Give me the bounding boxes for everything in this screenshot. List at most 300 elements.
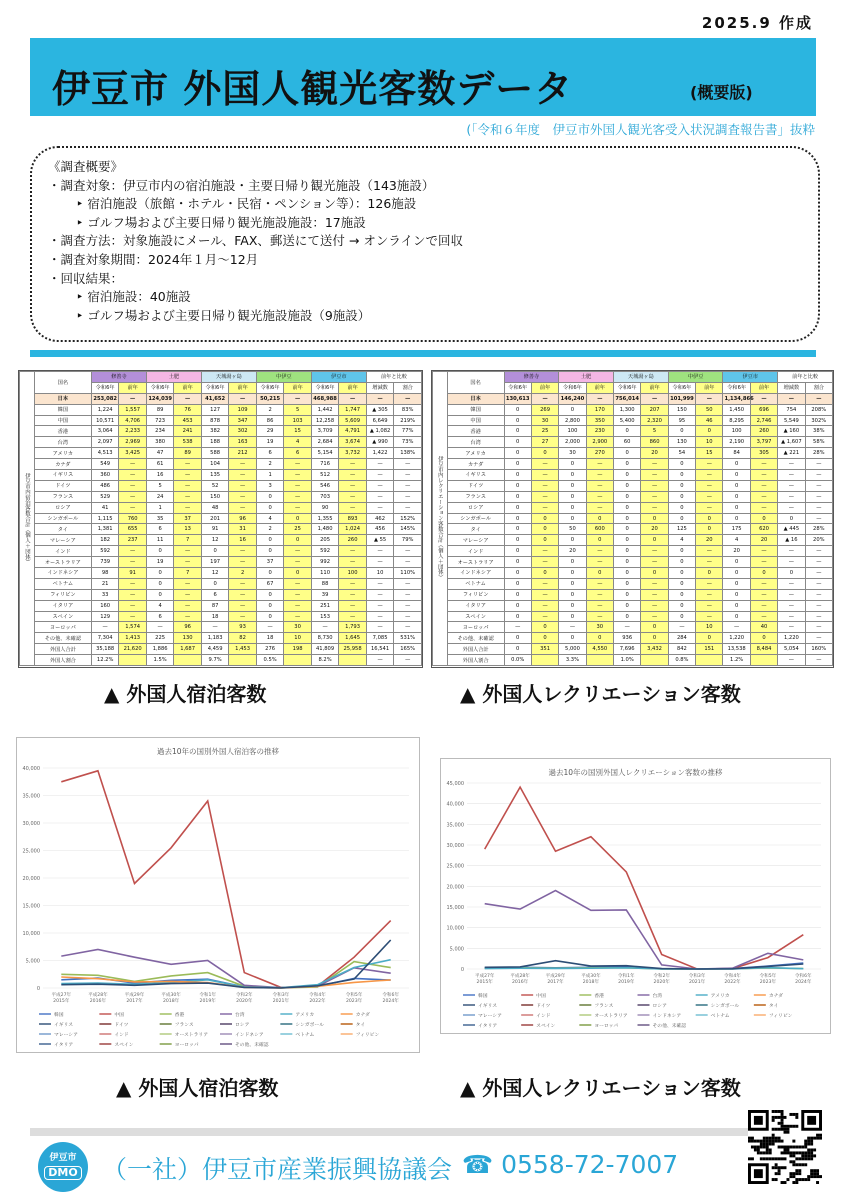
table-cell: 588	[201, 448, 228, 459]
table-subheader: 令和6年	[559, 382, 586, 393]
table-cell: 13	[174, 524, 202, 535]
qr-module	[792, 1151, 795, 1154]
x-tick-label: 2021年	[688, 980, 706, 985]
table-cell: —	[778, 393, 805, 404]
qr-module	[804, 1146, 807, 1149]
qr-module	[775, 1140, 778, 1143]
qr-module	[789, 1113, 792, 1116]
table-cell: 4,791	[339, 426, 367, 437]
table-cell: 197	[201, 557, 228, 568]
table-cell: —	[284, 557, 312, 568]
table-cell: —	[805, 480, 832, 491]
table-cell: 0.8%	[668, 655, 695, 666]
qr-module	[792, 1140, 795, 1143]
table-cell: 3,674	[339, 437, 367, 448]
table-cell: 2,746	[750, 415, 777, 426]
x-tick-label: 2020年	[653, 980, 670, 985]
x-tick-label: 平成28年	[88, 993, 108, 998]
qr-module	[810, 1151, 813, 1154]
table-cell: 83%	[394, 404, 422, 415]
qr-module	[784, 1166, 787, 1169]
qr-module	[789, 1125, 792, 1128]
table-cell: —	[366, 600, 393, 611]
table-side-label: 伊豆市内宿泊客数合計（個人＋団体）	[20, 372, 35, 666]
table-cell: 2,233	[119, 426, 147, 437]
table-cell: 24	[146, 491, 173, 502]
overview-line: ‣ 宿泊施設：40施設	[76, 289, 191, 305]
table-cell: 0	[723, 600, 750, 611]
legend-label: ベトナム	[295, 1033, 315, 1038]
table-row	[433, 600, 833, 611]
table-cell: 19	[146, 557, 173, 568]
table-cell: ▲ 16	[778, 535, 805, 546]
table-cell: 655	[119, 524, 147, 535]
qr-module	[754, 1140, 757, 1143]
legend-label: シンガポール	[710, 1004, 740, 1009]
region-header: 修善寺	[91, 372, 146, 383]
qr-module	[778, 1172, 781, 1175]
table-cell: 842	[668, 644, 695, 655]
table-cell: 151	[696, 644, 723, 655]
table-cell: —	[723, 622, 750, 633]
qr-module	[763, 1143, 766, 1146]
table-cell: 48	[201, 502, 228, 513]
table-cell: 205	[311, 535, 338, 546]
table-cell: 0	[256, 502, 283, 513]
table-cell: 219%	[394, 415, 422, 426]
x-tick-label: 令和3年	[688, 974, 706, 979]
table-cell	[229, 655, 257, 666]
x-tick-label: 2020年	[236, 999, 253, 1004]
qr-module	[792, 1146, 795, 1149]
qr-module	[784, 1151, 787, 1154]
qr-module	[819, 1137, 822, 1140]
x-tick-label: 令和4年	[309, 993, 326, 998]
row-label: アメリカ	[447, 448, 504, 459]
table-cell: 60	[614, 437, 641, 448]
page-title: 伊豆市 外国人観光客数データ	[52, 67, 574, 111]
table-cell: —	[339, 600, 367, 611]
qr-module	[784, 1146, 787, 1149]
table-cell: 0	[614, 535, 641, 546]
row-label: ドイツ	[34, 480, 91, 491]
qr-module	[781, 1146, 784, 1149]
qr-module	[795, 1178, 798, 1181]
dmo-logo	[38, 1142, 88, 1192]
qr-module	[804, 1154, 807, 1157]
table-cell: 13,538	[723, 644, 750, 655]
table-subheader: 前年	[119, 382, 147, 393]
x-tick-label: 2018年	[162, 999, 180, 1004]
qr-module	[772, 1116, 775, 1119]
source-note: (「令和６年度 伊豆市外国人観光客受入状況調査報告書」抜粋	[466, 122, 815, 137]
table-cell: 0	[668, 568, 695, 579]
table-cell: —	[778, 655, 805, 666]
x-tick-label: 2022年	[724, 980, 741, 985]
chart-title: 過去10年の国別外国人宿泊客の推移	[156, 747, 280, 756]
table-cell: 5,400	[614, 415, 641, 426]
qr-module	[786, 1148, 789, 1151]
x-tick-label: 2016年	[89, 999, 107, 1004]
legend-label: 香港	[594, 994, 604, 999]
table-cell: —	[284, 393, 312, 404]
table-cell: —	[119, 611, 147, 622]
table-cell: —	[778, 502, 805, 513]
table-cell: 0	[750, 568, 777, 579]
qr-module	[792, 1160, 795, 1163]
table-cell: 4	[668, 535, 695, 546]
table-cell: —	[229, 589, 257, 600]
x-tick-label: 令和5年	[759, 974, 777, 979]
table-cell: —	[641, 502, 668, 513]
table-cell: —	[805, 557, 832, 568]
qr-module	[804, 1178, 807, 1181]
table-cell: 127	[201, 404, 228, 415]
table-cell: 25	[531, 426, 558, 437]
series-line-その他	[61, 940, 390, 988]
table-cell: 67	[256, 578, 283, 589]
qr-module	[766, 1137, 769, 1140]
table-cell: 3,425	[119, 448, 147, 459]
table-cell: 163	[229, 437, 257, 448]
x-tick-label: 平成27年	[474, 974, 495, 979]
x-tick-label: 2018年	[582, 980, 600, 985]
table-cell: —	[366, 480, 393, 491]
table-row	[433, 502, 833, 513]
overview-line: ・調査対象期間：2024年１月～12月	[48, 251, 259, 267]
table-cell: 21,620	[119, 644, 147, 655]
table-cell: 0	[504, 491, 531, 502]
table-cell: —	[750, 589, 777, 600]
qr-module	[792, 1175, 795, 1178]
table-cell: —	[146, 622, 173, 633]
qr-module	[795, 1146, 798, 1149]
table-cell: 93	[229, 622, 257, 633]
overview-line: ・回収結果：	[48, 270, 124, 286]
table-cell: —	[696, 589, 723, 600]
table-cell: 0	[504, 426, 531, 437]
table-cell: 37	[256, 557, 283, 568]
table-cell: 2,969	[119, 437, 147, 448]
row-label: フランス	[34, 491, 91, 502]
legend-label: タイ	[768, 1004, 779, 1009]
table-cell: 1.2%	[723, 655, 750, 666]
row-label: イギリス	[34, 470, 91, 481]
qr-module	[781, 1151, 784, 1154]
table-cell: 16,541	[366, 644, 393, 655]
table-cell: 696	[750, 404, 777, 415]
table-cell: —	[805, 611, 832, 622]
table-cell: 182	[91, 535, 118, 546]
table-cell: —	[531, 600, 558, 611]
qr-module	[792, 1125, 795, 1128]
legend-label: カナダ	[768, 994, 783, 999]
table-cell: 0	[504, 459, 531, 470]
table-cell: 1.5%	[146, 655, 173, 666]
table-cell: 0	[531, 448, 558, 459]
table-cell: 1,645	[339, 633, 367, 644]
qr-module	[778, 1122, 781, 1125]
table-cell: 8,484	[750, 644, 777, 655]
qr-module	[813, 1137, 816, 1140]
table-cell: —	[366, 655, 393, 666]
table-cell: —	[394, 470, 422, 481]
table-cell: 0	[723, 470, 750, 481]
qr-module	[816, 1137, 819, 1140]
table-cell: —	[284, 589, 312, 600]
region-header: 前年と比較	[778, 372, 833, 383]
table-cell: 0	[778, 568, 805, 579]
qr-module	[789, 1151, 792, 1154]
table-cell: 0	[531, 513, 558, 524]
table-row	[433, 470, 833, 481]
recreation-trend-chart	[440, 758, 831, 1034]
qr-module	[807, 1175, 810, 1178]
table-cell: 592	[91, 546, 118, 557]
table-row	[433, 513, 833, 524]
table-row	[433, 437, 833, 448]
table-cell: 100	[723, 426, 750, 437]
table-cell: 0	[146, 578, 173, 589]
table-cell: 0	[614, 524, 641, 535]
table-cell: 138%	[394, 448, 422, 459]
table-row	[20, 568, 422, 579]
table-cell: 0	[531, 524, 558, 535]
legend-label: その他、未確認	[652, 1024, 687, 1029]
table-cell: —	[641, 459, 668, 470]
table-row	[20, 611, 422, 622]
table-row	[20, 546, 422, 557]
table-row	[433, 655, 833, 666]
row-label: 韓国	[447, 404, 504, 415]
table-row	[433, 448, 833, 459]
table-subheader: 前年	[586, 382, 613, 393]
recreation-trend-chart-svg	[441, 759, 830, 1033]
table-cell: —	[284, 470, 312, 481]
qr-module	[789, 1154, 792, 1157]
table-cell: 33	[91, 589, 118, 600]
table-cell: 130	[174, 633, 202, 644]
table-cell: 0	[614, 589, 641, 600]
row-label: 外国人合計	[447, 644, 504, 655]
qr-module	[786, 1125, 789, 1128]
table-cell: —	[586, 557, 613, 568]
x-tick-label: 平成28年	[510, 974, 530, 979]
qr-module	[769, 1148, 772, 1151]
legend-label: フィリピン	[768, 1014, 793, 1019]
qr-module	[772, 1178, 775, 1181]
table-cell: 125	[668, 524, 695, 535]
table-cell: 0	[614, 546, 641, 557]
table-cell: —	[256, 622, 283, 633]
table-cell: 276	[256, 644, 283, 655]
legend-label: フランス	[594, 1004, 614, 1009]
table-cell: 4	[723, 535, 750, 546]
table-cell: —	[750, 459, 777, 470]
table-cell: —	[805, 502, 832, 513]
table-cell: 456	[366, 524, 393, 535]
table-cell: 350	[586, 415, 613, 426]
legend-label: インド	[536, 1014, 551, 1019]
table-subheader: 前年	[339, 382, 367, 393]
table-cell: 0	[586, 513, 613, 524]
qr-module	[775, 1137, 778, 1140]
table-cell: 225	[146, 633, 173, 644]
table-cell: —	[696, 393, 723, 404]
row-label: インド	[34, 546, 91, 557]
table-cell: 30	[586, 622, 613, 633]
table-row	[433, 622, 833, 633]
table-cell: 30	[559, 448, 586, 459]
table-row	[433, 491, 833, 502]
table-cell: 0	[559, 513, 586, 524]
table-cell: 0	[284, 568, 312, 579]
table-cell: —	[174, 611, 202, 622]
row-label: シンガポール	[34, 513, 91, 524]
qr-module	[757, 1148, 760, 1151]
table-cell: 0	[504, 546, 531, 557]
table-cell: 2	[256, 524, 283, 535]
table-cell: 4,550	[586, 644, 613, 655]
table-cell: 0	[696, 633, 723, 644]
table-cell: 0	[504, 524, 531, 535]
table-cell: 20	[641, 448, 668, 459]
legend-label: アメリカ	[295, 1013, 315, 1018]
table-subheader: 令和6年	[91, 382, 118, 393]
table-cell: —	[531, 480, 558, 491]
x-tick-label: 平成29年	[545, 974, 566, 979]
table-cell: 18	[201, 611, 228, 622]
table-cell: 0	[723, 589, 750, 600]
table-row	[20, 557, 422, 568]
y-tick-label: 30,000	[446, 843, 464, 849]
row-label: アメリカ	[34, 448, 91, 459]
qr-module	[801, 1146, 804, 1149]
table-subheader: 令和6年	[504, 382, 531, 393]
table-cell: —	[174, 557, 202, 568]
table-cell: —	[284, 546, 312, 557]
table-cell: —	[366, 393, 393, 404]
table-row	[433, 644, 833, 655]
qr-module	[801, 1178, 804, 1181]
table-cell: —	[696, 600, 723, 611]
table-cell: 6	[201, 589, 228, 600]
qr-module	[807, 1151, 810, 1154]
table-cell: 531%	[394, 633, 422, 644]
qr-module	[807, 1143, 810, 1146]
row-label: イタリア	[447, 600, 504, 611]
row-label: 日本	[34, 393, 91, 404]
table-cell: 0	[641, 568, 668, 579]
y-tick-label: 15,000	[22, 903, 40, 910]
table-cell: 35	[146, 513, 173, 524]
qr-module	[795, 1169, 798, 1172]
table-cell: —	[284, 480, 312, 491]
table-cell: 0	[559, 633, 586, 644]
table-cell: —	[641, 611, 668, 622]
table-cell: 0	[284, 535, 312, 546]
table-cell: —	[750, 600, 777, 611]
table-cell: 7	[174, 568, 202, 579]
qr-module	[757, 1146, 760, 1149]
table-cell: 208%	[805, 404, 832, 415]
qr-module	[789, 1175, 792, 1178]
table-cell: 3,432	[641, 644, 668, 655]
table-cell: 91	[119, 568, 147, 579]
table-row	[433, 459, 833, 470]
table-cell: 50	[696, 404, 723, 415]
table-cell: —	[696, 470, 723, 481]
qr-module	[789, 1172, 792, 1175]
chart-title: 過去10年の国別外国人レクリエーション客数の推移	[548, 768, 723, 777]
qr-module	[781, 1128, 784, 1131]
qr-module	[798, 1157, 801, 1160]
table-cell: —	[339, 491, 367, 502]
table-cell: 0	[668, 513, 695, 524]
qr-module	[760, 1157, 763, 1160]
row-label: 中国	[34, 415, 91, 426]
table-cell: 0	[201, 546, 228, 557]
table-cell: 253,082	[91, 393, 118, 404]
row-label: フィリピン	[34, 589, 91, 600]
table-row	[20, 426, 422, 437]
qr-module	[772, 1128, 775, 1131]
legend-label: カナダ	[355, 1013, 370, 1018]
table-cell: —	[91, 622, 118, 633]
table-row	[20, 470, 422, 481]
table-cell: —	[668, 622, 695, 633]
table-cell: 512	[311, 470, 338, 481]
table-cell: —	[750, 546, 777, 557]
table-cell	[750, 655, 777, 666]
table-row	[20, 535, 422, 546]
table-row	[20, 644, 422, 655]
y-tick-label: 5,000	[25, 958, 40, 965]
table-cell: 1	[256, 470, 283, 481]
legend-label: 中国	[114, 1013, 124, 1018]
qr-module	[804, 1163, 807, 1166]
qr-module	[781, 1181, 784, 1184]
table-cell: 0	[614, 470, 641, 481]
table-cell: 0	[668, 546, 695, 557]
x-tick-label: 2019年	[199, 999, 216, 1004]
qr-module	[775, 1172, 778, 1175]
table-cell: 10,571	[91, 415, 118, 426]
x-tick-label: 平成27年	[51, 993, 72, 998]
table-cell: —	[641, 470, 668, 481]
table-cell: 12	[201, 568, 228, 579]
qr-module	[816, 1175, 819, 1178]
table-cell: 89	[146, 404, 173, 415]
qr-module	[810, 1137, 813, 1140]
table-cell: —	[778, 600, 805, 611]
table-cell: —	[119, 546, 147, 557]
table-cell: 0	[586, 535, 613, 546]
table-cell: 0	[668, 459, 695, 470]
qr-module	[757, 1151, 760, 1154]
table-cell: 0	[504, 633, 531, 644]
table-cell: —	[394, 600, 422, 611]
table-cell: —	[229, 502, 257, 513]
table-cell: 237	[119, 535, 147, 546]
y-tick-label: 0	[460, 967, 464, 973]
table-cell: 82	[229, 633, 257, 644]
table-cell: —	[339, 459, 367, 470]
table-cell: 0	[668, 426, 695, 437]
qr-module	[798, 1178, 801, 1181]
table-cell: —	[394, 459, 422, 470]
table-subheader: 前年	[641, 382, 668, 393]
